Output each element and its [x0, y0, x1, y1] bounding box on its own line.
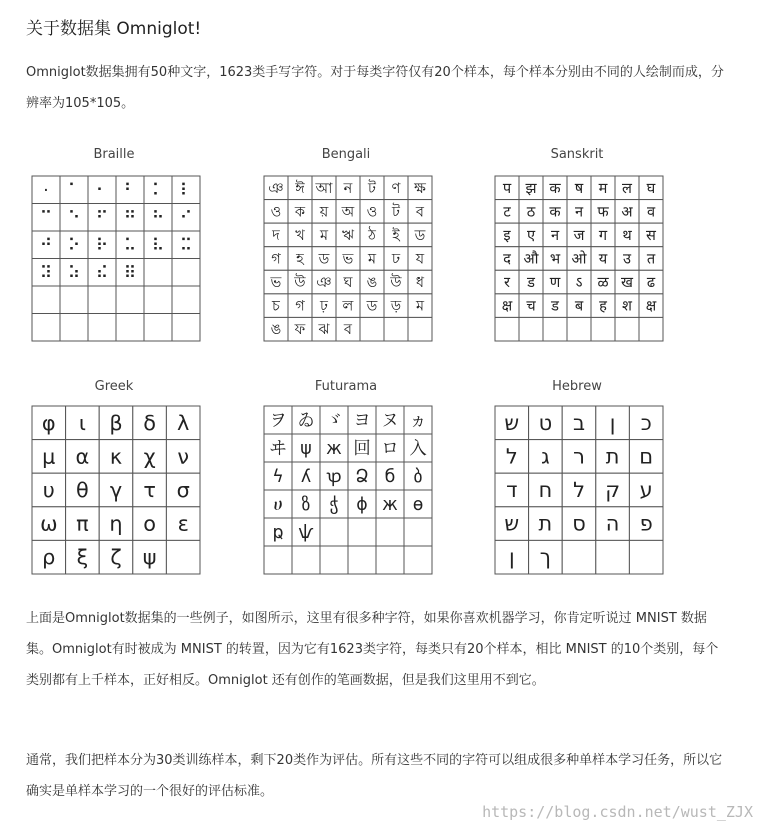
handwritten-character: ঢ় — [320, 297, 328, 315]
handwritten-character: ש — [504, 410, 520, 435]
handwritten-character: ड — [551, 297, 559, 315]
handwritten-character: ꝕ — [326, 467, 342, 487]
handwritten-character: श — [622, 297, 632, 315]
handwritten-character: ল — [342, 297, 354, 315]
figure-title-greek: Greek — [94, 379, 134, 394]
handwritten-character: ⠚ — [39, 235, 53, 256]
grid-cell — [144, 314, 172, 342]
handwritten-character: ж — [326, 439, 342, 459]
handwritten-character: ब — [574, 297, 584, 315]
intro-paragraph: Omniglot数据集拥有50种文字，1623类手写字符。对于每类字符仅有20个样本，每个样本分别由不同的人绘制而成，分辨率为105*105。 — [26, 65, 724, 111]
grid-cell — [116, 314, 144, 342]
handwritten-character: ד — [506, 478, 518, 502]
handwritten-character: গ — [271, 250, 281, 268]
handwritten-character: इ — [503, 226, 511, 244]
handwritten-character: उ — [622, 250, 632, 268]
handwritten-character: ঙ — [270, 321, 282, 339]
figure-title-hebrew: Hebrew — [552, 379, 602, 394]
handwritten-character: ბ — [413, 467, 423, 487]
handwritten-character: ঞ — [268, 179, 284, 197]
handwritten-character: ן — [609, 410, 616, 435]
handwritten-character: ם — [639, 444, 654, 469]
page-title: 关于数据集 Omniglot! — [26, 19, 202, 39]
grid-cell — [172, 314, 200, 342]
handwritten-character: ש — [504, 511, 520, 536]
grid-cell — [32, 286, 60, 314]
handwritten-character: ת — [538, 511, 553, 536]
handwritten-character: ⠿ — [123, 263, 137, 284]
handwritten-character: κ — [109, 444, 123, 469]
handwritten-character: ⠛ — [123, 208, 137, 229]
handwritten-character: ⠅ — [151, 180, 165, 201]
handwritten-character: अ — [621, 203, 633, 221]
handwritten-character: ヰ — [269, 439, 287, 459]
handwritten-character: ה — [605, 511, 620, 536]
handwritten-character: উ — [294, 274, 306, 292]
handwritten-character: औ — [523, 250, 539, 268]
handwritten-character: ধ — [415, 274, 425, 292]
handwritten-character: ヨ — [353, 411, 371, 431]
grid-cell — [591, 317, 615, 341]
handwritten-character: ψ — [142, 545, 157, 570]
handwritten-character: খ — [295, 226, 305, 244]
figure-grid-bengali — [263, 175, 433, 342]
grid-cell — [60, 286, 88, 314]
handwritten-character: ξ — [76, 545, 89, 570]
grid-cell — [320, 546, 348, 574]
handwritten-character: כ — [640, 410, 652, 435]
handwritten-character: ক — [294, 203, 306, 221]
grid-cell — [60, 314, 88, 342]
handwritten-character: ט — [538, 410, 553, 435]
handwritten-character: ѱ — [298, 523, 314, 543]
handwritten-character: σ — [176, 478, 190, 502]
handwritten-character: য — [415, 250, 425, 268]
handwritten-character: ⠵ — [67, 263, 81, 284]
handwritten-character: ক্ষ — [414, 179, 426, 197]
handwritten-character: ह — [599, 297, 607, 315]
handwritten-character: ג — [541, 444, 550, 469]
handwritten-character: ঠ — [368, 226, 376, 244]
handwritten-character: τ — [143, 478, 156, 502]
handwritten-character: ⠮ — [95, 263, 109, 284]
grid-cell — [88, 314, 116, 342]
handwritten-character: ⠂ — [95, 180, 109, 201]
figure-grid-hebrew — [494, 405, 664, 575]
handwritten-character: γ — [109, 478, 123, 502]
grid-cell — [292, 546, 320, 574]
handwritten-character: 入 — [409, 439, 427, 459]
figure-title-braille: Braille — [93, 147, 135, 162]
handwritten-character: ग — [598, 226, 608, 244]
handwritten-character: ओ — [571, 250, 587, 268]
handwritten-character: ব — [343, 321, 353, 339]
figure-grid-braille — [31, 175, 201, 342]
handwritten-character: ण — [549, 274, 561, 292]
handwritten-character: ν — [177, 444, 190, 469]
handwritten-character: ן — [508, 545, 515, 570]
grid-cell — [264, 546, 292, 574]
handwritten-character: ⠃ — [123, 180, 137, 201]
handwritten-character: ח — [538, 478, 553, 502]
figure-title-sanskrit: Sanskrit — [550, 147, 604, 162]
description-paragraph: 上面是Omniglot数据集的一些例子，如图所示，这里有很多种字符，如果你喜欢机器学习，你肯定听说过 MNIST 数据集。Omniglot有时被成为 MNIST 的转置，因为它有1623类字符，每类只有20个样本，相比 MNIST 的10个类别，每个类别都有上千样本，正好相反。Omniglot 还有创作的笔画数据，但是我们这里用不到它。 — [26, 611, 719, 688]
handwritten-character: ऽ — [575, 274, 583, 292]
handwritten-character: ই — [392, 226, 400, 244]
handwritten-character: ম — [367, 250, 377, 268]
handwritten-character: ঈ — [295, 179, 305, 197]
handwritten-character: ন — [343, 179, 353, 197]
handwritten-character: ঘ — [343, 274, 353, 292]
handwritten-character: ম — [415, 297, 425, 315]
handwritten-character: ड — [527, 274, 535, 292]
handwritten-character: य — [598, 250, 608, 268]
grid-cell — [144, 286, 172, 314]
handwritten-character: ए — [526, 226, 536, 244]
grid-cell — [172, 259, 200, 287]
handwritten-character: ভ — [342, 250, 354, 268]
handwritten-character: ϕ — [356, 495, 368, 515]
handwritten-character: र — [504, 274, 510, 292]
handwritten-character: घ — [646, 179, 656, 197]
handwritten-character: θ — [76, 478, 89, 502]
handwritten-character: प — [502, 179, 512, 197]
handwritten-character: ゐ — [297, 411, 315, 431]
handwritten-character: ж — [382, 495, 398, 515]
handwritten-character: ख — [621, 274, 633, 292]
handwritten-character: ሀ — [273, 495, 283, 515]
handwritten-character: উ — [390, 274, 402, 292]
handwritten-character: ρ — [42, 545, 56, 570]
handwritten-character: ⠋ — [95, 208, 109, 229]
handwritten-character: φ — [41, 410, 56, 435]
grid-cell — [639, 317, 663, 341]
handwritten-character: ড — [366, 297, 378, 315]
handwritten-character: ফ — [294, 321, 306, 339]
handwritten-character: ⠉ — [39, 208, 53, 229]
grid-cell — [144, 259, 172, 287]
handwritten-character: क्ष — [645, 297, 657, 315]
handwritten-character: ঙ — [366, 274, 378, 292]
watermark: https://blog.csdn.net/wust_ZJX — [482, 803, 753, 821]
handwritten-character: ө — [412, 495, 424, 515]
grid-cell — [320, 518, 348, 546]
handwritten-character: स — [646, 226, 656, 244]
grid-cell — [172, 286, 200, 314]
handwritten-character: ⠁ — [67, 180, 81, 201]
handwritten-character: ढ — [646, 274, 656, 292]
handwritten-character: ণ — [391, 179, 401, 197]
handwritten-character: ব — [415, 203, 425, 221]
grid-cell — [116, 286, 144, 314]
grid-cell — [88, 286, 116, 314]
handwritten-character: ⠑ — [67, 208, 81, 229]
handwritten-character: ϟ — [272, 467, 284, 487]
handwritten-character: λ — [177, 410, 190, 435]
handwritten-character: ב — [572, 410, 586, 435]
handwritten-character: ⠧ — [151, 235, 165, 256]
handwritten-character: ড — [318, 250, 330, 268]
handwritten-character: ভ — [270, 274, 282, 292]
handwritten-character: ロ — [381, 439, 399, 459]
handwritten-character: চ — [272, 297, 280, 315]
grid-cell — [348, 546, 376, 574]
handwritten-character: भ — [549, 250, 561, 268]
handwritten-character: ε — [177, 511, 189, 536]
grid-cell — [32, 314, 60, 342]
grid-cell — [629, 540, 663, 574]
handwritten-character: δ — [143, 410, 156, 435]
handwritten-character: б — [384, 467, 396, 487]
figure-grid-futurama — [263, 405, 433, 575]
handwritten-character: ҏ — [272, 523, 284, 543]
handwritten-character: ზ — [301, 495, 311, 515]
figure-grid-sanskrit — [494, 175, 664, 342]
handwritten-character: Ձ — [355, 467, 369, 487]
handwritten-character: ठ — [526, 203, 536, 221]
handwritten-character: ष — [574, 179, 584, 197]
handwritten-character: ট — [392, 203, 400, 221]
handwritten-character: · — [43, 180, 49, 201]
handwritten-character: त — [646, 250, 656, 268]
handwritten-character: ך — [539, 545, 551, 570]
grid-cell — [166, 540, 200, 574]
handwritten-character: χ — [143, 444, 156, 469]
handwritten-character: ঞ — [316, 274, 332, 292]
handwritten-character: ⠊ — [179, 208, 193, 229]
handwritten-character: द — [503, 250, 511, 268]
handwritten-character: ঢ — [391, 250, 401, 268]
handwritten-character: ⠗ — [95, 235, 109, 256]
handwritten-character: ⠓ — [151, 208, 165, 229]
handwritten-character: न — [550, 226, 560, 244]
handwritten-character: ל — [505, 444, 518, 469]
handwritten-character: ჭ — [329, 495, 339, 515]
handwritten-character: ヵ — [409, 411, 427, 431]
handwritten-character: β — [109, 410, 123, 435]
grid-cell — [596, 540, 630, 574]
handwritten-character: ι — [78, 410, 86, 435]
handwritten-character: פ — [639, 511, 653, 536]
handwritten-character: ড় — [390, 297, 402, 315]
handwritten-character: η — [109, 511, 123, 536]
handwritten-character: ת — [605, 444, 620, 469]
handwritten-character: ω — [40, 511, 58, 536]
handwritten-character: न — [574, 203, 584, 221]
handwritten-character: গ — [295, 297, 305, 315]
handwritten-character: ⠥ — [123, 235, 137, 256]
handwritten-character: व — [646, 203, 656, 221]
handwritten-character: υ — [42, 478, 55, 502]
handwritten-character: ও — [366, 203, 378, 221]
grid-cell — [360, 317, 384, 341]
grid-cell — [376, 546, 404, 574]
handwritten-character: क्ष — [501, 297, 513, 315]
figure-title-bengali: Bengali — [321, 147, 371, 162]
handwritten-character: क — [549, 179, 561, 197]
handwritten-character: ট — [368, 179, 376, 197]
handwritten-character: ⠕ — [67, 235, 81, 256]
handwritten-character: ও — [270, 203, 282, 221]
handwritten-character: फ — [597, 203, 609, 221]
handwritten-character: ζ — [110, 545, 122, 570]
handwritten-character: য় — [319, 203, 329, 221]
grid-cell — [495, 317, 519, 341]
grid-cell — [543, 317, 567, 341]
handwritten-character: ο — [143, 511, 156, 536]
handwritten-character: দ — [272, 226, 280, 244]
evaluation-paragraph: 通常，我们把样本分为30类训练样本，剩下20类作为评估。所有这些不同的字符可以组成很多种单样本学习任务，所以它确实是单样本学习的一个很好的评估标准。 — [26, 753, 723, 799]
grid-cell — [519, 317, 543, 341]
handwritten-character: ড — [414, 226, 426, 244]
handwritten-character: च — [526, 297, 536, 315]
figure-title-futurama: Futurama — [314, 379, 378, 394]
handwritten-character: ⠽ — [39, 263, 53, 284]
handwritten-character: झ — [525, 179, 537, 197]
handwritten-character: μ — [42, 444, 56, 469]
grid-cell — [404, 518, 432, 546]
handwritten-character: অ — [341, 203, 355, 221]
handwritten-character: α — [75, 444, 90, 469]
handwritten-character: ज — [573, 226, 585, 244]
figure-grid-greek — [31, 405, 201, 575]
handwritten-character: ट — [503, 203, 511, 221]
handwritten-character: 回 — [353, 439, 371, 459]
handwritten-character: क — [549, 203, 561, 221]
handwritten-character: ר — [573, 444, 585, 469]
grid-cell — [567, 317, 591, 341]
handwritten-character: ע — [639, 478, 653, 502]
handwritten-character: ψ — [300, 439, 312, 459]
grid-cell — [384, 317, 408, 341]
handwritten-character: ס — [572, 511, 586, 536]
handwritten-character: ঝ — [318, 321, 330, 339]
handwritten-character: ק — [605, 478, 620, 502]
handwritten-character: ヲ — [269, 411, 287, 431]
handwritten-character: ⠭ — [179, 235, 193, 256]
handwritten-character: ম — [319, 226, 329, 244]
handwritten-character: π — [76, 511, 89, 536]
handwritten-character: ヌ — [381, 411, 399, 431]
handwritten-character: ळ — [597, 274, 609, 292]
handwritten-character: হ — [296, 250, 304, 268]
grid-cell — [404, 546, 432, 574]
grid-cell — [562, 540, 596, 574]
handwritten-character: ल — [622, 179, 632, 197]
handwritten-character: थ — [622, 226, 632, 244]
grid-cell — [408, 317, 432, 341]
handwritten-character: আ — [315, 179, 333, 197]
grid-cell — [348, 518, 376, 546]
handwritten-character: म — [598, 179, 608, 197]
handwritten-character: ゞ — [325, 411, 343, 431]
handwritten-character: ל — [573, 478, 585, 502]
handwritten-character: ʎ — [300, 467, 312, 487]
handwritten-character: ঋ — [341, 226, 355, 244]
grid-cell — [376, 518, 404, 546]
handwritten-character: ⠇ — [179, 180, 193, 201]
grid-cell — [615, 317, 639, 341]
